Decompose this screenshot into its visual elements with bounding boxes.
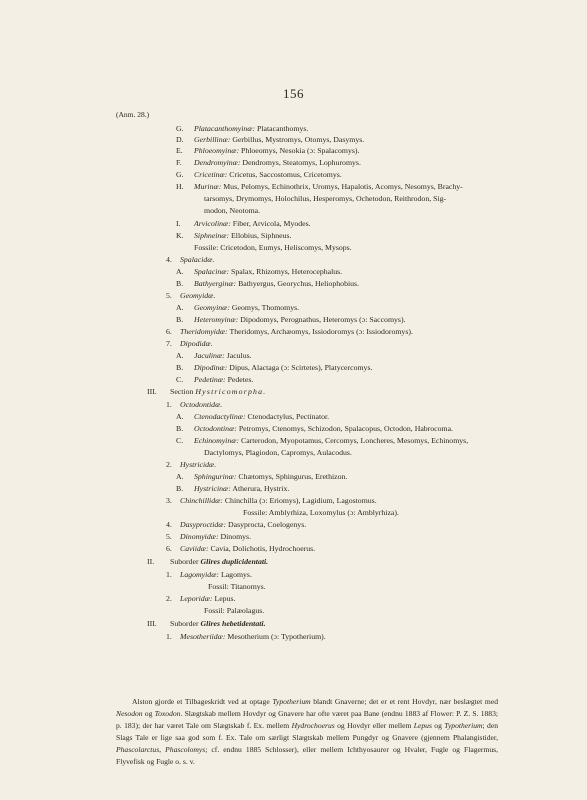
paragraph-text: Alston gjorde et Tilbageskridt ved at optage <box>132 697 273 706</box>
italic-term: Hydrochoerus <box>291 721 335 730</box>
italic-term: Nesodon <box>116 709 143 718</box>
taxon-members: modon, Neotoma. <box>204 206 261 215</box>
paragraph-text: . Slægtskab mellem Hovdyr og Gnavere har ofte været paa Bane (endnu 1883 af Flower: P. Z. S. 1883; p. 183); der har været Tale om Slægtskab f. Ex. mellem <box>116 709 498 730</box>
taxon-group-name: Sphingurinæ: <box>194 472 237 481</box>
taxon-members: Dasyprocta, Coelogenys. <box>226 520 307 529</box>
taxon-members: Jaculus. <box>224 351 252 360</box>
taxon-group-name: Dasyproctidæ: <box>180 520 227 529</box>
list-marker: 2. <box>166 460 172 469</box>
list-marker: 4. <box>166 520 172 529</box>
list-marker: II. <box>147 557 155 566</box>
taxon-members: Atherura, Hystrix. <box>230 484 290 493</box>
list-marker: 1. <box>166 400 172 409</box>
taxon-members: Ctenodactylus, Pectinator. <box>245 412 330 421</box>
list-marker: D. <box>176 135 184 144</box>
taxon-line <box>176 412 329 421</box>
paragraph-text: , <box>159 745 166 754</box>
taxon-group-name: Leporidæ: <box>180 594 213 603</box>
taxon-line <box>166 544 315 553</box>
taxon-group-name: Murinæ: <box>194 182 222 191</box>
taxon-members: Dinomys. <box>218 532 252 541</box>
taxon-members: Suborder <box>170 619 201 628</box>
taxon-line <box>166 400 222 409</box>
taxon-group-name: Ctenodactylinæ: <box>194 412 246 421</box>
taxon-members: Platacanthomys. <box>255 124 309 133</box>
list-marker: G. <box>176 124 184 133</box>
taxon-line <box>166 339 213 348</box>
suborder-name: Glires hebetidentati. <box>200 619 266 628</box>
taxon-members: Pedetes. <box>225 375 254 384</box>
list-marker: 6. <box>166 544 172 553</box>
taxon-members: Fossil: Titanomys. <box>208 582 266 591</box>
taxon-group-name: Siphneinæ: <box>194 231 230 240</box>
taxon-members: Chinchilla (ɔ: Eriomys), Lagidium, Lagostomus. <box>222 496 377 505</box>
taxon-members: Mus, Pelomys, Echinothrix, Uromys, Hapalotis, Acomys, Nesomys, Brachy- <box>221 182 463 191</box>
list-marker: A. <box>176 412 184 421</box>
taxon-group-name: Arvicolinæ: <box>194 219 231 228</box>
taxon-group-name: Geomyidæ. <box>180 291 216 300</box>
italic-term: Typotherium <box>272 697 311 706</box>
taxon-group-name: Dinomyidæ: <box>180 532 219 541</box>
closing-paragraph <box>116 696 498 768</box>
taxon-members: Section <box>170 387 196 396</box>
taxon-line <box>176 375 253 384</box>
paragraph-text: ; den Slags Tale er lige saa god som f. Ex. Tale om særligt Slægtskab mellem Pungdyr og Gnavere (gjennem Phalangistider, <box>116 721 498 742</box>
taxon-line <box>176 182 463 191</box>
list-marker: 1. <box>166 632 172 641</box>
italic-term: Lepus <box>413 721 432 730</box>
taxon-line <box>243 508 399 517</box>
taxon-line <box>176 135 364 144</box>
taxon-line <box>166 594 235 603</box>
taxon-group-name: Mesotheriidæ: <box>180 632 226 641</box>
list-marker: C. <box>176 436 184 445</box>
taxon-group-name: Phloeomyinæ: <box>194 146 240 155</box>
list-marker: B. <box>176 424 184 433</box>
taxon-line <box>176 315 406 324</box>
taxon-group-name: Hystricidæ. <box>180 460 217 469</box>
taxon-group-name: Lagomyidæ: <box>180 570 219 579</box>
taxon-members: Ellobius, Siphneus. <box>229 231 292 240</box>
taxon-group-name: Echinomyinæ: <box>194 436 240 445</box>
taxon-line <box>166 327 413 336</box>
taxon-line <box>166 520 306 529</box>
taxon-members: tarsomys, Drymomys, Holochilus, Hesperomys, Ochetodon, Reithrodon, Sig- <box>204 194 447 203</box>
taxon-line <box>176 436 468 445</box>
list-marker: 1. <box>166 570 172 579</box>
taxon-group-name: Dipodidæ. <box>180 339 213 348</box>
list-marker: A. <box>176 303 184 312</box>
list-marker: I. <box>176 219 181 228</box>
paragraph-text: og <box>142 709 155 718</box>
taxon-members: Dendromys, Steatomys, Lophuromys. <box>240 158 361 167</box>
italic-term: Phascolarctus <box>116 745 160 754</box>
paragraph-text: og Hovdyr eller mellem <box>334 721 414 730</box>
suborder-name: Glires duplicidentati. <box>200 557 269 566</box>
taxon-members: Fiber, Arvicola, Myodes. <box>230 219 311 228</box>
taxon-line <box>176 124 308 133</box>
taxon-group-name: Dipodinæ: <box>194 363 228 372</box>
italic-term: Typotherium <box>444 721 483 730</box>
list-marker: 7. <box>166 339 172 348</box>
list-marker: E. <box>176 146 183 155</box>
taxon-group-name: Gerbillinæ: <box>194 135 231 144</box>
list-marker: A. <box>176 267 184 276</box>
taxon-line <box>166 632 326 641</box>
taxon-line <box>204 606 264 615</box>
list-marker: A. <box>176 351 184 360</box>
taxon-group-name: Caviidæ: <box>180 544 209 553</box>
taxon-members: Chætomys, Sphingurus, Erethizon. <box>236 472 348 481</box>
annotation-note: (Anm. 28.) <box>116 110 150 119</box>
taxon-line <box>176 158 361 167</box>
taxon-line <box>176 219 311 228</box>
list-marker: B. <box>176 279 184 288</box>
list-marker: III. <box>147 619 157 628</box>
list-marker: 2. <box>166 594 172 603</box>
list-marker: B. <box>176 484 184 493</box>
taxon-group-name: Cricetinæ: <box>194 170 228 179</box>
taxon-members: Geomys, Thomomys. <box>229 303 300 312</box>
taxon-line <box>176 231 291 240</box>
list-marker: G. <box>176 170 184 179</box>
taxon-members: Dipodomys, Perognathus, Heteromys (ɔ: Saccomys). <box>238 315 406 324</box>
taxon-line <box>176 484 289 493</box>
taxon-group-name: Geomyinæ: <box>194 303 230 312</box>
taxon-members: Bathyergus, Georychus, Heliophobius. <box>236 279 360 288</box>
taxon-members: Cricetus, Saccostomus, Cricetomys. <box>227 170 342 179</box>
taxon-group-name: Octodontidæ. <box>180 400 223 409</box>
taxon-line <box>176 146 359 155</box>
list-marker: F. <box>176 158 182 167</box>
taxon-members: Spalax, Rhizomys, Heterocephalus. <box>229 267 343 276</box>
taxon-members: Dipus, Alactaga (ɔ: Scirtetes), Platycercomys. <box>227 363 373 372</box>
taxon-line <box>166 496 377 505</box>
list-marker: 5. <box>166 532 172 541</box>
taxon-group-name: Jaculinæ: <box>194 351 225 360</box>
taxon-line <box>176 170 342 179</box>
taxon-line <box>166 570 252 579</box>
taxon-members: Mesotherium (ɔ: Typotherium). <box>225 632 326 641</box>
italic-term: Phascolomys <box>165 745 206 754</box>
list-marker: K. <box>176 231 184 240</box>
page-number: 156 <box>283 86 304 101</box>
taxon-line <box>204 448 352 457</box>
taxon-group-name: Hystricinæ: <box>194 484 231 493</box>
list-marker: 5. <box>166 291 172 300</box>
italic-term: Toxodon <box>154 709 181 718</box>
taxon-group-name: Spalacinæ: <box>194 267 230 276</box>
taxon-line <box>176 363 372 372</box>
paragraph-text: og <box>431 721 445 730</box>
taxon-line <box>147 557 268 566</box>
list-marker: 4. <box>166 255 172 264</box>
taxon-line <box>166 460 216 469</box>
taxon-line <box>176 303 299 312</box>
taxon-line <box>208 582 266 591</box>
taxon-members: Suborder <box>170 557 201 566</box>
taxon-members: Phloeomys, Nesokia (ɔ: Spalacomys). <box>239 146 360 155</box>
taxon-line <box>147 387 266 396</box>
paragraph-text: ; cf. endnu 1885 Schlosser), eller mellem Ichthyosaurer og Hvaler, Fugle og Flagermus, Flyvefisk og Fugle o. s. v. <box>116 745 499 766</box>
taxon-members: Gerbillus, Mystromys, Otomys, Dasymys. <box>230 135 365 144</box>
taxon-line <box>166 532 251 541</box>
taxon-members: Carterodon, Myopotamus, Cercomys, Loncheres, Mesomys, Echinomys, <box>239 436 469 445</box>
taxon-group-name: Heteromyinæ: <box>194 315 239 324</box>
taxon-members: Cavia, Dolichotis, Hydrochoerus. <box>208 544 316 553</box>
list-marker: B. <box>176 363 184 372</box>
taxon-line <box>176 424 453 433</box>
taxon-members: Fossile: Cricetodon, Eumys, Heliscomys, Mysops. <box>194 243 352 252</box>
taxon-line <box>176 279 359 288</box>
list-marker: B. <box>176 315 184 324</box>
taxon-line <box>204 194 446 203</box>
taxon-line <box>204 206 260 215</box>
list-marker: H. <box>176 182 184 191</box>
taxon-group-name: Platacanthomyinæ: <box>194 124 256 133</box>
taxon-line <box>166 291 215 300</box>
taxon-members: Theridomys, Archæomys, Issiodoromys (ɔ: Issiodoromys). <box>227 327 413 336</box>
list-marker: III. <box>147 387 157 396</box>
taxon-group-name: Spalacidæ. <box>180 255 215 264</box>
taxon-line <box>147 619 266 628</box>
taxon-members: Lepus. <box>212 594 236 603</box>
list-marker: C. <box>176 375 184 384</box>
section-name: Hystricomorpha. <box>195 387 267 396</box>
taxon-group-name: Pedetinæ: <box>194 375 226 384</box>
taxon-group-name: Chinchillidæ: <box>180 496 223 505</box>
taxon-group-name: Theridomyidæ: <box>180 327 228 336</box>
taxon-group-name: Dendromyinæ: <box>194 158 241 167</box>
taxon-members: Petromys, Ctenomys, Schizodon, Spalacopus, Octodon, Habrocoma. <box>236 424 454 433</box>
list-marker: A. <box>176 472 184 481</box>
taxon-members: Fossile: Amblyrhiza, Loxomylus (ɔ: Amblyrhiza). <box>243 508 399 517</box>
taxon-line <box>176 351 252 360</box>
taxon-line <box>166 255 214 264</box>
paragraph-text: blandt Gnaverne; det er et rent Hovdyr, nær beslægtet med <box>310 697 498 706</box>
list-marker: 6. <box>166 327 172 336</box>
list-marker: 3. <box>166 496 172 505</box>
taxon-members: Lagomys. <box>219 570 252 579</box>
taxon-group-name: Octodontinæ: <box>194 424 237 433</box>
taxon-group-name: Bathyerginæ: <box>194 279 237 288</box>
taxon-members: Dactylomys, Plagiodon, Capromys, Aulacodus. <box>204 448 352 457</box>
taxon-line <box>176 267 342 276</box>
taxon-members: Fossil: Palæolagus. <box>204 606 265 615</box>
taxon-line <box>176 472 347 481</box>
taxon-line <box>194 243 352 252</box>
